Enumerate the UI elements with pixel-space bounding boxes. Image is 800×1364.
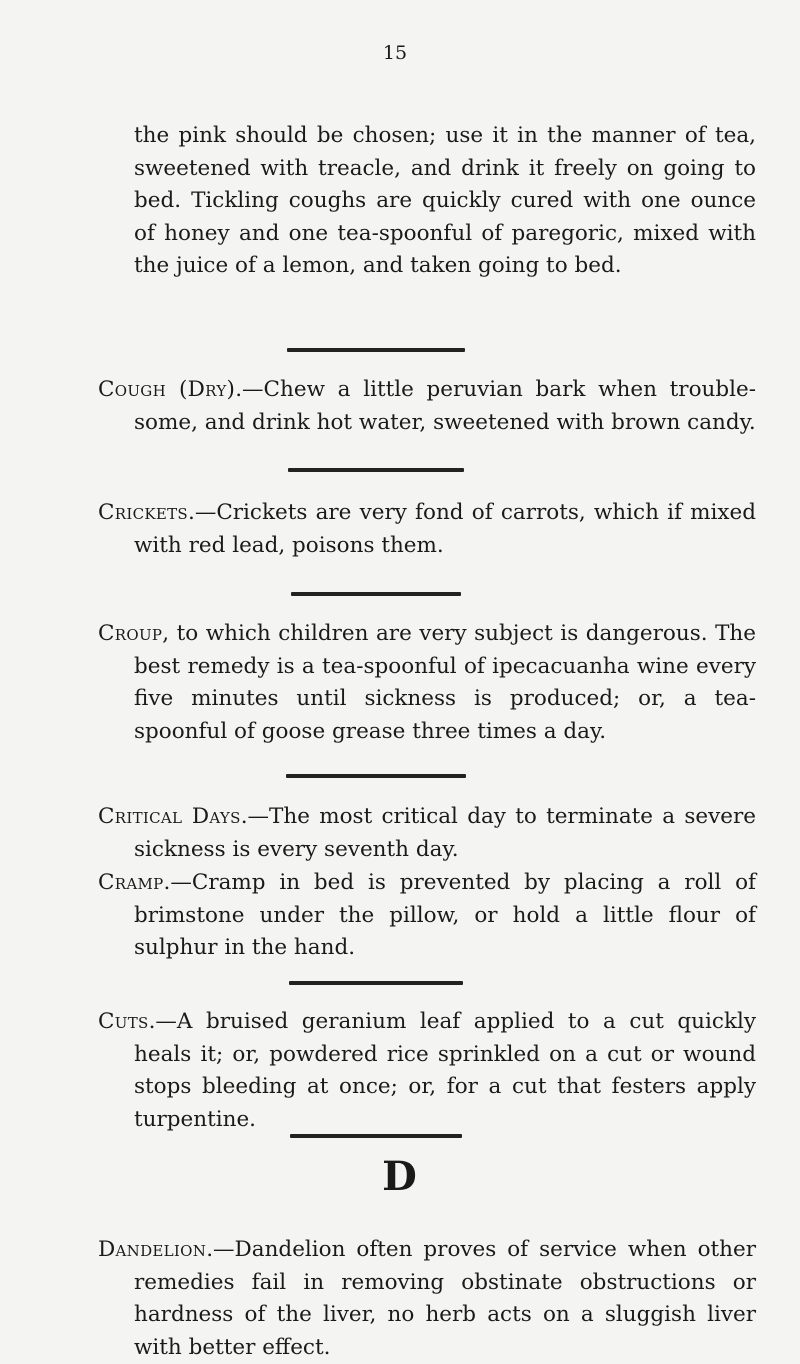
entry-cramp	[98, 867, 756, 965]
entry-critical-days	[98, 801, 756, 866]
entry-text: , to which children are very subject is dangerous. The best remedy is a tea-spoonful of ipecacuanha wine every five minutes until sickness is produced; or, a tea-spoonful of goose grease three times a day.	[134, 621, 756, 744]
entry-cuts	[98, 1006, 756, 1136]
entry-text: .—Dandelion often proves of service when other remedies fail in removing obstinate obstructions or hardness of the liver, no herb acts on a sluggish liver with better effect.	[134, 1237, 756, 1360]
entry-heading: Croup	[98, 621, 163, 646]
divider-rule	[286, 774, 466, 778]
entry-crickets	[98, 497, 756, 562]
entry-continuation	[98, 120, 756, 283]
divider-rule	[291, 592, 461, 596]
entry-heading: Critical Days	[98, 804, 241, 829]
entry-heading: Cough (Dry)	[98, 377, 236, 402]
entry-heading: Cuts	[98, 1009, 149, 1034]
entry-text: .—A bruised geranium leaf applied to a cut quickly heals it; or, powdered rice sprinkled on a cut or wound stops bleeding at once; or, for a cut that festers apply turpentine.	[134, 1009, 756, 1132]
entry-heading: Dandelion	[98, 1237, 207, 1262]
page-number: 15	[382, 42, 408, 64]
entry-dandelion	[98, 1234, 756, 1364]
entry-text: .—The most critical day to terminate a severe sickness is every seventh day.	[134, 804, 756, 862]
entry-heading: Cramp	[98, 870, 164, 895]
entry-cough-dry	[98, 374, 756, 439]
divider-rule	[288, 468, 464, 472]
entry-text: the pink should be chosen; use it in the manner of tea, sweetened with treacle, and drink it freely on going to bed. Tickling coughs are quickly cured with one ounce of honey and one tea-spoonful of paregoric, mixed with the juice of a lemon, and taken going to bed.	[134, 123, 756, 278]
divider-rule	[287, 348, 465, 352]
entry-text: .—Chew a little peruvian bark when troublesome, and drink hot water, sweetened with brown candy.	[134, 377, 756, 435]
entry-text: .—Crickets are very fond of carrots, which if mixed with red lead, poisons them.	[134, 500, 756, 558]
entry-heading: Crickets	[98, 500, 188, 525]
entry-croup	[98, 618, 756, 748]
section-letter: D	[382, 1153, 418, 1200]
entry-text: .—Cramp in bed is prevented by placing a roll of brimstone under the pillow, or hold a little flour of sulphur in the hand.	[134, 870, 756, 960]
divider-rule	[289, 981, 463, 985]
divider-rule	[290, 1134, 462, 1138]
